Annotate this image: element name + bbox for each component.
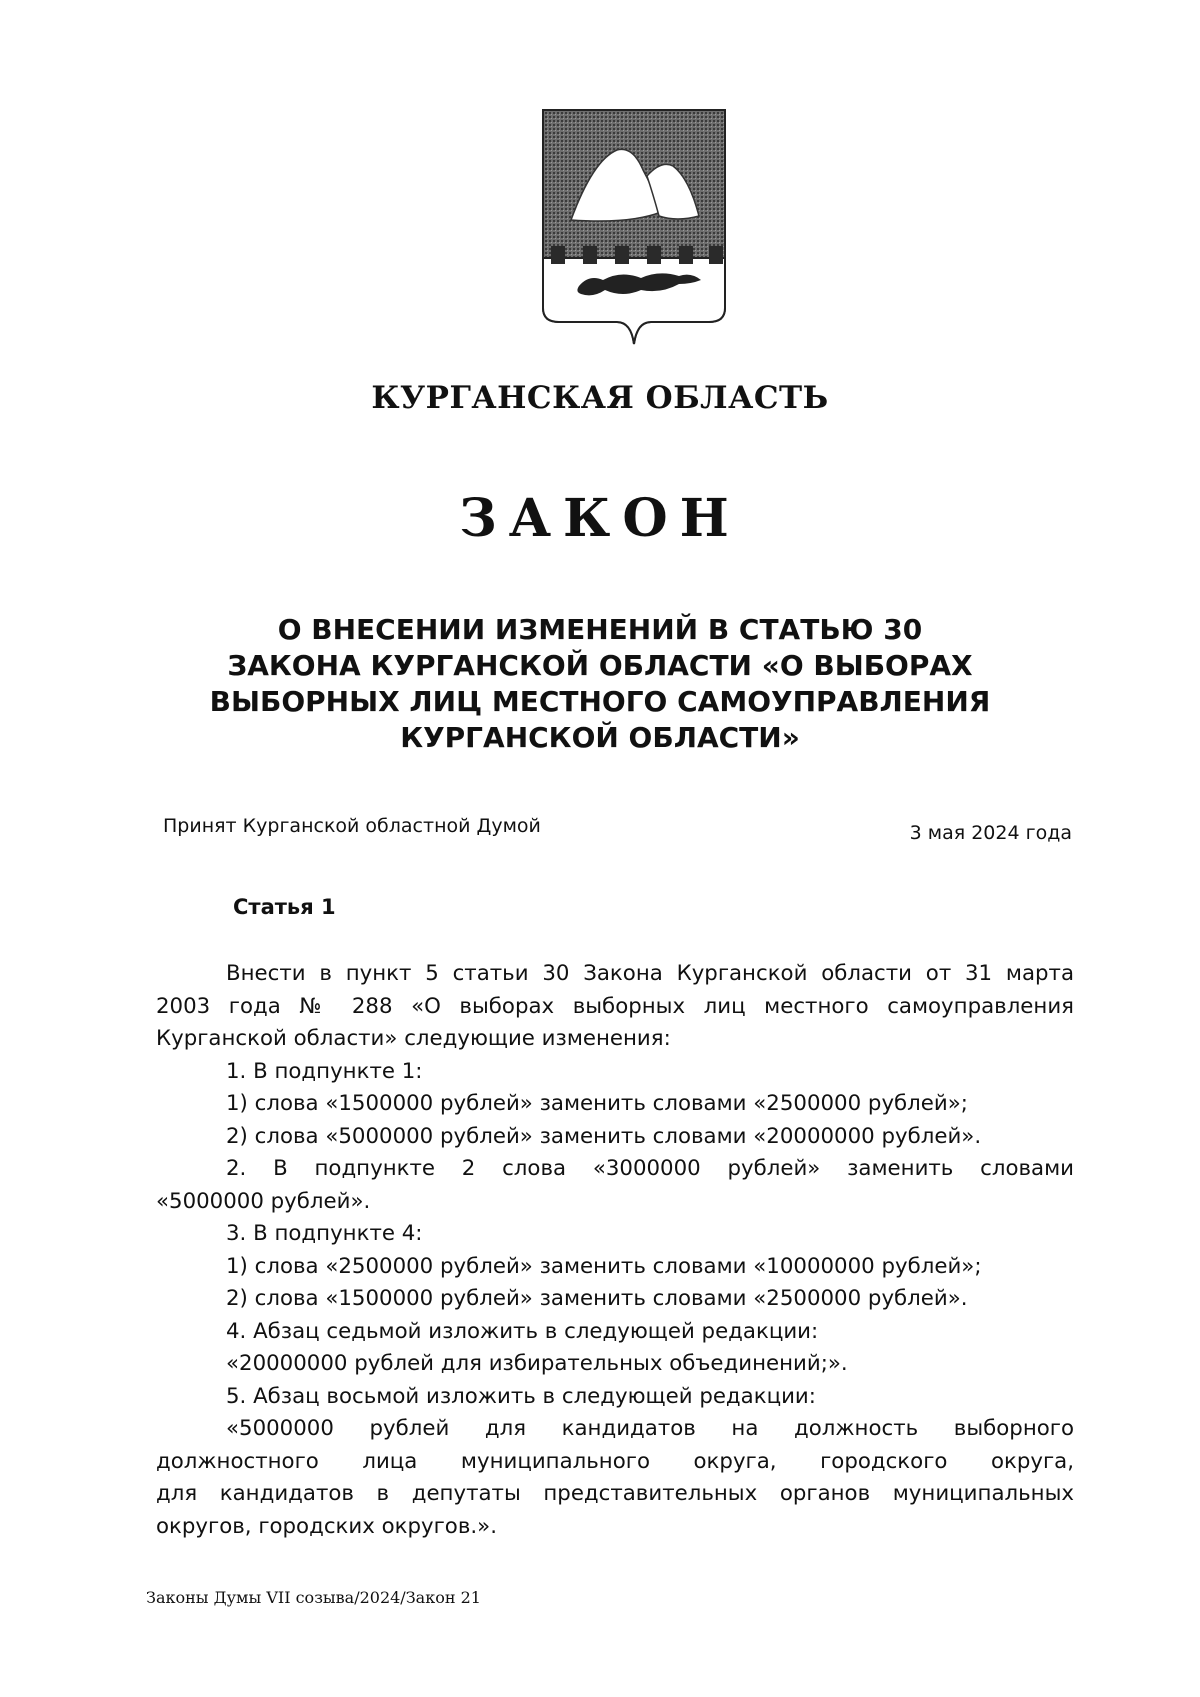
- body-line: Курганской области» следующие изменения:: [156, 1026, 671, 1051]
- body-line: 1. В подпункте 1:: [226, 1058, 423, 1084]
- body-line: 2003 года № 288 «О выборах выборных лиц местного самоуправления: [156, 993, 1074, 1019]
- body-line: 2) слова «1500000 рублей» заменить словами «2500000 рублей».: [226, 1286, 968, 1311]
- body-line: округов, городских округов.».: [156, 1513, 497, 1539]
- body-line: «5000000 рублей для кандидатов на должность выборного: [226, 1416, 1074, 1441]
- body-line: для кандидатов в депутаты представительных органов муниципальных: [156, 1481, 1074, 1506]
- body-line: 1) слова «2500000 рублей» заменить словами «10000000 рублей»;: [226, 1253, 982, 1279]
- body-line: 3. В подпункте 4:: [226, 1221, 423, 1246]
- law-title: [0, 612, 1200, 756]
- body-line: 1) слова «1500000 рублей» заменить словами «2500000 рублей»;: [226, 1091, 968, 1116]
- region-title: КУРГАНСКАЯ ОБЛАСТЬ: [371, 380, 829, 416]
- body-line: должностного лица муниципального округа, городского округа,: [156, 1448, 1074, 1474]
- body-line: «20000000 рублей для избирательных объединений;».: [226, 1351, 848, 1376]
- body-line: «5000000 рублей».: [156, 1188, 371, 1214]
- law-title-line: ВЫБОРНЫХ ЛИЦ МЕСТНОГО САМОУПРАВЛЕНИЯ: [209, 685, 991, 718]
- adoption-date: 3 мая 2024 года: [909, 822, 1072, 844]
- article-body: [156, 958, 1074, 1543]
- body-line: 2. В подпункте 2 слова «3000000 рублей» заменить словами: [226, 1156, 1074, 1181]
- coat-of-arms-icon: [541, 108, 727, 346]
- adopted-by: Принят Курганской областной Думой: [163, 815, 541, 837]
- body-line: 5. Абзац восьмой изложить в следующей редакции:: [226, 1383, 816, 1409]
- law-title-line: О ВНЕСЕНИИ ИЗМЕНЕНИЙ В СТАТЬЮ 30: [277, 613, 923, 646]
- article-heading: Статья 1: [233, 895, 336, 919]
- law-title-line: КУРГАНСКОЙ ОБЛАСТИ»: [400, 721, 800, 754]
- body-line: Внести в пункт 5 статьи 30 Закона Курганской области от 31 марта: [226, 961, 1074, 986]
- document-type: ЗАКОН: [459, 488, 741, 549]
- body-line: 4. Абзац седьмой изложить в следующей редакции:: [226, 1318, 819, 1344]
- law-title-line: ЗАКОНА КУРГАНСКОЙ ОБЛАСТИ «О ВЫБОРАХ: [227, 649, 973, 682]
- footer-reference: Законы Думы VII созыва/2024/Закон 21: [146, 1588, 481, 1607]
- body-line: 2) слова «5000000 рублей» заменить словами «20000000 рублей».: [226, 1123, 982, 1149]
